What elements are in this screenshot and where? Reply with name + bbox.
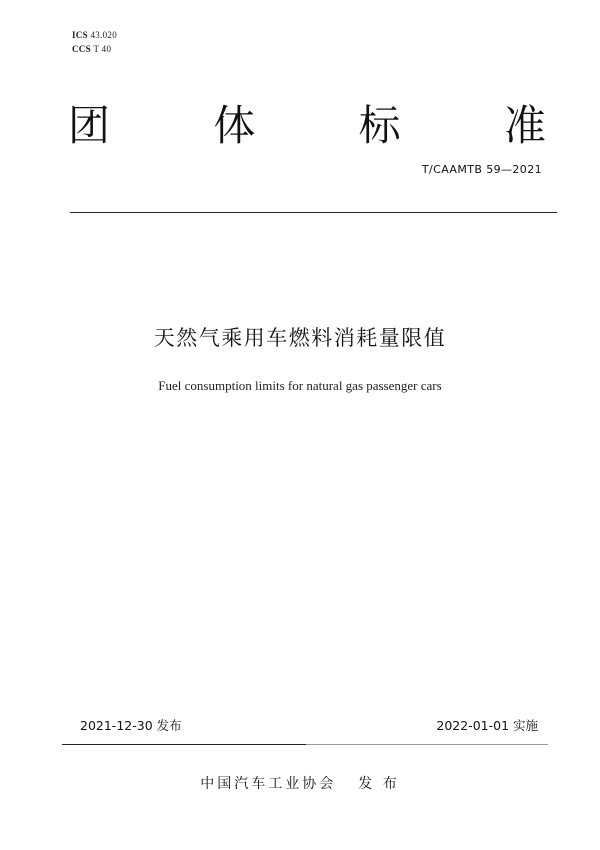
standard-number: T/CAAMTB 59—2021: [421, 163, 542, 176]
issue-date: 2021-12-30 发布: [80, 718, 182, 733]
ics-code: [72, 28, 117, 42]
title-char: 体: [213, 101, 256, 150]
footer-divider-right: [306, 744, 548, 745]
publisher-name: 中国汽车工业协会: [200, 776, 337, 792]
title-char: 团: [68, 101, 111, 150]
ccs-code: [72, 42, 117, 56]
title-char: 准: [503, 101, 546, 150]
ccs-value: T 40: [93, 44, 112, 54]
footer-divider-left: [62, 744, 306, 745]
header-divider: [70, 212, 557, 213]
ccs-label: CCS: [72, 44, 91, 54]
standard-title-cn: 天然气乘用车燃料消耗量限值: [153, 326, 447, 350]
document-type-title: [68, 100, 546, 152]
classification-codes: [72, 28, 117, 56]
ics-value: 43.020: [90, 30, 118, 40]
ics-label: ICS: [72, 30, 88, 40]
title-char: 标: [358, 101, 401, 150]
publisher-line: [0, 773, 600, 793]
standard-title-en: Fuel consumption limits for natural gas passenger cars: [158, 378, 442, 393]
publish-label: 发 布: [358, 776, 400, 792]
implementation-date: 2022-01-01 实施: [436, 718, 538, 733]
